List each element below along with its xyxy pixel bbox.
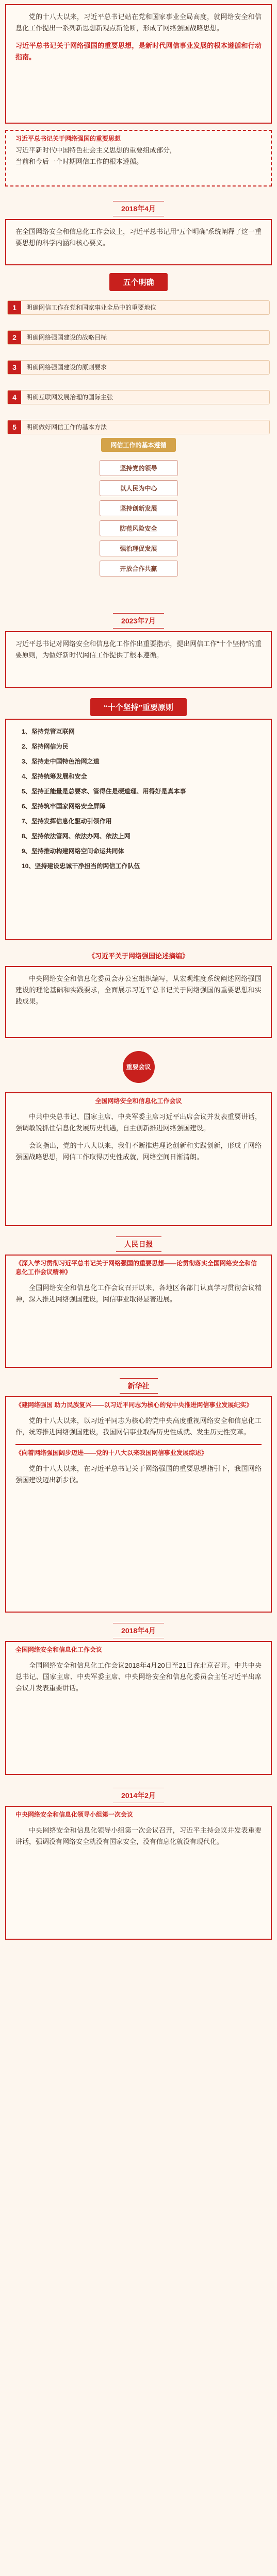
people-daily-card: [5, 1255, 272, 1368]
meeting-card: [5, 1092, 272, 1226]
y2018-card: [5, 219, 272, 265]
meeting2014-year-wrap: [0, 1788, 277, 1803]
callout-card: [5, 130, 272, 187]
xinhua-head: 《建网络强国 助力民族复兴——以习近平同志为核心的党中央推进网信事业发展纪实》: [15, 1401, 253, 1409]
ten-principle-item: 2、坚持网信为民: [22, 743, 69, 750]
principle-pill: 坚持党的领导: [100, 460, 178, 476]
five-clear-item: [7, 300, 270, 315]
people-daily-head: 《深入学习贯彻习近平总书记关于网络强国的重要思想——论贯彻落实全国网络安全和信息化工作会议精神》: [15, 1260, 257, 1276]
xinhua-source: 新华社: [120, 1378, 158, 1394]
xinhua-source-wrap: [0, 1378, 277, 1394]
five-clear-item: [7, 330, 270, 345]
ten-principle-item: 3、坚持走中国特色治网之道: [22, 758, 100, 765]
five-clear-item-text: 明确互联网发展治理的国际主张: [26, 394, 113, 401]
five-clear-item-number: 1: [8, 301, 21, 314]
five-clear-item: [7, 360, 270, 375]
meeting2018-head: 全国网络安全和信息化工作会议: [15, 1646, 103, 1653]
five-clear-item: [7, 390, 270, 404]
intro-text: 党的十八大以来，习近平总书记站在党和国家事业全局高度，就网络安全和信息化工作提出一系列新思想新观点新论断，形成了网络强国战略思想。: [15, 13, 262, 32]
xinhua-para-2: 党的十八大以来，在习近平总书记关于网络强国的重要思想指引下，我国网络强国建设迈出新步伐。: [15, 1465, 262, 1484]
year-2023-label: 2023年7月: [113, 613, 164, 629]
ten-principle-item: 8、坚持依法管网、依法办网、依法上网: [22, 833, 131, 840]
ten-principle-item: 10、坚持建设忠诚干净担当的网信工作队伍: [22, 862, 140, 870]
meeting-head: 全国网络安全和信息化工作会议: [95, 1097, 182, 1105]
y2023-card: [5, 631, 272, 688]
book-card: [5, 966, 272, 1038]
ten-principles-ribbon: “十个坚持”重要原则: [90, 698, 187, 716]
five-clear-item: [7, 420, 270, 434]
pills-head: 网信工作的基本遵循: [101, 438, 175, 452]
callout-text-1: 习近平新时代中国特色社会主义思想的重要组成部分，: [15, 146, 177, 154]
intro-note: 习近平总书记关于网络强国的重要思想，是新时代网信事业发展的根本遵循和行动指南。: [15, 42, 262, 61]
meeting-badge: 重要会议: [123, 1051, 155, 1083]
meeting2018-card: [5, 1641, 272, 1775]
year-2023-block: [0, 613, 277, 629]
meeting-para-2: 会议指出，党的十八大以来，我们不断推进理论创新和实践创新，形成了网络强国战略思想，网信工作取得历史性成就，网络空间日渐清朗。: [15, 1142, 262, 1161]
callout-text-2: 当前和今后一个时期网信工作的根本遵循。: [15, 158, 143, 165]
people-daily-para: 全国网络安全和信息化工作会议召开以来，各地区各部门认真学习贯彻会议精神，深入推进网络强国建设，网信事业取得显著进展。: [15, 1284, 262, 1303]
ten-principle-item: 4、坚持统筹发展和安全: [22, 773, 87, 780]
book-title-wrap: [0, 951, 277, 961]
xinhua-para: 党的十八大以来，以习近平同志为核心的党中央高度重视网络安全和信息化工作，统筹推进网络强国建设，我国网信事业取得历史性成就、发生历史性变革。: [15, 1417, 262, 1436]
five-clear-banner: 五个明确: [109, 273, 167, 291]
ten-principle-item: 6、坚持筑牢国家网络安全屏障: [22, 803, 106, 810]
pills-list: [0, 456, 277, 581]
xinhua-head-2: 《向着网络强国阔步迈进——党的十八大以来我国网信事业发展综述》: [15, 1449, 208, 1456]
ten-principle-item: 9、坚持推动构建网络空间命运共同体: [22, 848, 124, 855]
meeting2018-para: 全国网络安全和信息化工作会议2018年4月20日至21日在北京召开。中共中央总书记、国家主席、中央军委主席、中央网络安全和信息化委员会主任习近平出席会议并发表重要讲话。: [15, 1662, 262, 1692]
five-clear-list: [0, 296, 277, 446]
callout-label: 习近平总书记关于网络强国的重要思想: [15, 135, 121, 142]
y2018-para: 在全国网络安全和信息化工作会议上，习近平总书记用“五个明确”系统阐释了这一重要思想的科学内涵和核心要义。: [15, 228, 262, 247]
ten-principles-ribbon-wrap: [0, 698, 277, 716]
principle-pill: 以人民为中心: [100, 480, 178, 496]
book-para: 中央网络安全和信息化委员会办公室组织编写，从宏观维度系统阐述网络强国建设的理论基础和实践要求，全面展示习近平总书记关于网络强国的重要思想和实践成果。: [15, 975, 262, 1005]
year-2018-block: [0, 201, 277, 216]
principles-card: [5, 719, 272, 940]
meeting2014-para: 中央网络安全和信息化领导小组第一次会议召开，习近平主持会议并发表重要讲话，强调没有网络安全就没有国家安全，没有信息化就没有现代化。: [15, 1826, 262, 1845]
principle-pill: 强治理促发展: [100, 540, 178, 556]
meeting-para-1: 中共中央总书记、国家主席、中央军委主席习近平出席会议并发表重要讲话，强调敏锐抓住信息化发展历史机遇，自主创新推进网络强国建设。: [15, 1113, 262, 1132]
five-clear-item-text: 明确做好网信工作的基本方法: [26, 423, 107, 431]
principle-pill: 坚持创新发展: [100, 500, 178, 516]
five-clear-item-text: 明确网络强国建设的战略目标: [26, 334, 107, 341]
year-2018-label: 2018年4月: [113, 201, 164, 216]
ten-principle-item: 7、坚持发挥信息化驱动引领作用: [22, 818, 112, 825]
intro-card: [5, 4, 272, 124]
principle-pill: 开放合作共赢: [100, 561, 178, 577]
five-clear-item-text: 明确网络强国建设的原则要求: [26, 364, 107, 371]
five-clear-item-text: 明确网信工作在党和国家事业全局中的重要地位: [26, 304, 157, 311]
ten-principle-item: 5、坚持正能量是总要求、管得住是硬道理、用得好是真本事: [22, 788, 186, 795]
principle-pill: 防范风险安全: [100, 520, 178, 536]
five-clear-banner-wrap: [0, 273, 277, 291]
y2023-para: 习近平总书记对网络安全和信息化工作作出重要指示，提出网信工作“十个坚持”的重要原则，为做好新时代网信工作提供了根本遵循。: [15, 640, 262, 659]
xinhua-card: [5, 1396, 272, 1613]
meeting-badge-wrap: [0, 1051, 277, 1083]
meeting2018-year: 2018年4月: [113, 1623, 164, 1638]
meeting2018-year-wrap: [0, 1623, 277, 1638]
meeting2014-year: 2014年2月: [113, 1788, 164, 1803]
ten-principle-item: 1、坚持党管互联网: [22, 728, 75, 735]
people-daily-source: 人民日报: [116, 1236, 161, 1252]
book-title: 《习近平关于网络强国论述摘编》: [88, 952, 189, 960]
five-clear-item-number: 5: [8, 420, 21, 434]
five-clear-item-number: 2: [8, 331, 21, 344]
people-daily-source-wrap: [0, 1236, 277, 1252]
meeting2014-card: [5, 1806, 272, 1940]
five-clear-item-number: 4: [8, 391, 21, 404]
meeting2014-head: 中央网络安全和信息化领导小组第一次会议: [15, 1811, 134, 1818]
pills-head-wrap: [0, 438, 277, 452]
five-clear-item-number: 3: [8, 361, 21, 374]
